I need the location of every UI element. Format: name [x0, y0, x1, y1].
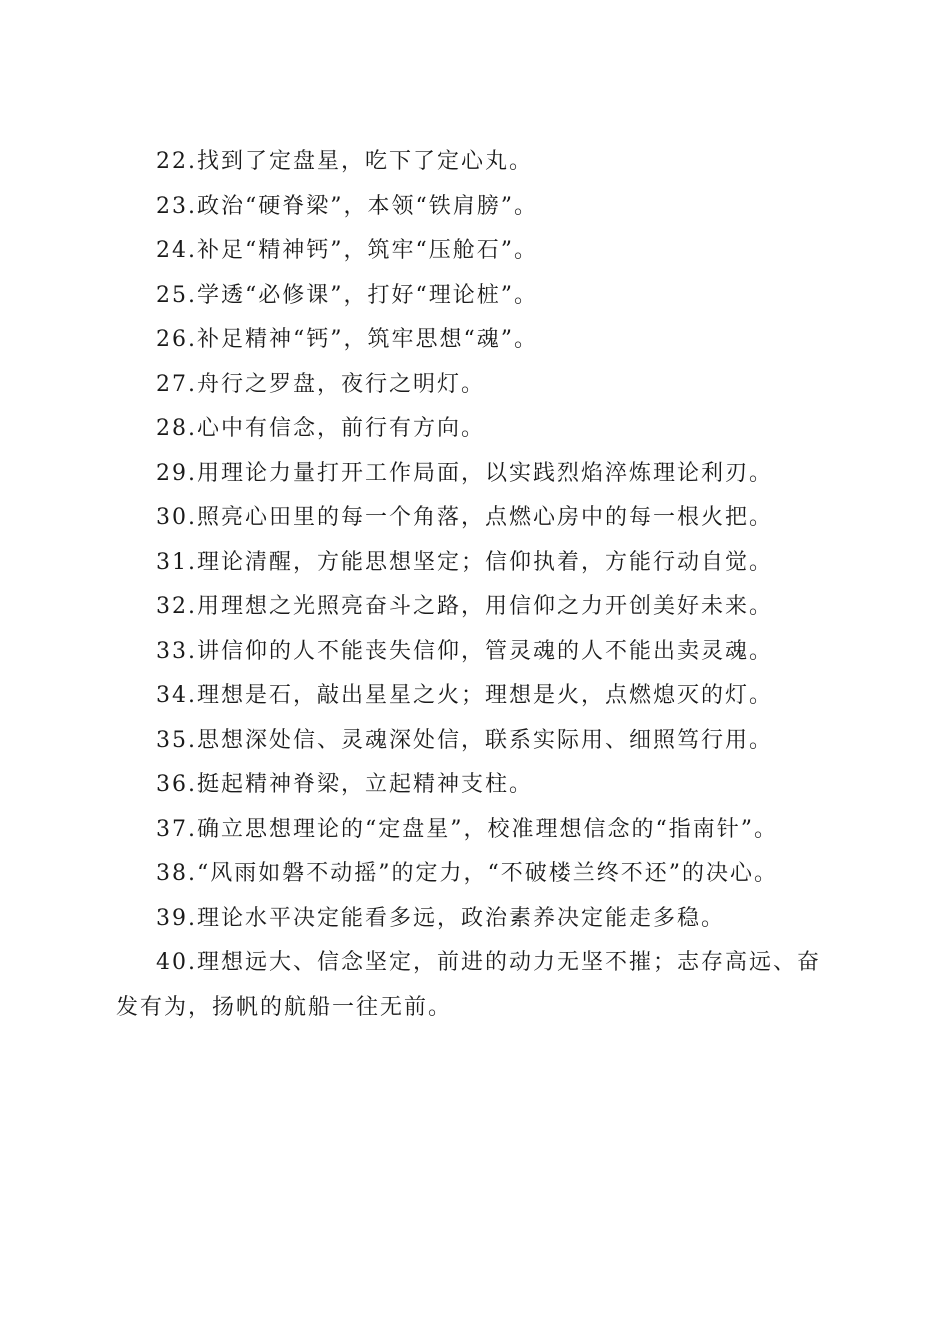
list-item: 40.理想远大、信念坚定，前进的动力无坚不摧；志存高远、奋发有为，扬帆的航船一往无前。 — [116, 950, 821, 1020]
list-item: 38.“风雨如磐不动摇”的定力，“不破楼兰终不还”的决心。 — [156, 861, 778, 886]
list-item: 24.补足“精神钙”，筑牢“压舱石”。 — [156, 238, 538, 263]
list-item: 36.挺起精神脊梁，立起精神支柱。 — [156, 772, 533, 797]
list-item: 23.政治“硬脊梁”，本领“铁肩膀”。 — [156, 193, 538, 219]
list-item: 29.用理论力量打开工作局面，以实践烈焰淬炼理论利刃。 — [156, 460, 773, 486]
list-item: 35.思想深处信、灵魂深处信，联系实际用、细照笃行用。 — [156, 727, 773, 753]
list-item: 27.舟行之罗盘，夜行之明灯。 — [156, 371, 485, 397]
list-item: 37.确立思想理论的“定盘星”，校准理想信念的“指南针”。 — [156, 816, 778, 842]
list-item: 26.补足精神“钙”，筑牢思想“魂”。 — [156, 327, 538, 352]
list-item: 33.讲信仰的人不能丧失信仰，管灵魂的人不能出卖灵魂。 — [156, 638, 773, 664]
document-body — [116, 140, 828, 1030]
list-item: 22.找到了定盘星，吃下了定心丸。 — [156, 149, 533, 174]
list-item: 39.理论水平决定能看多远，政治素养决定能走多稳。 — [156, 905, 725, 931]
list-item: 31.理论清醒，方能思想坚定；信仰执着，方能行动自觉。 — [156, 549, 773, 575]
list-item: 25.学透“必修课”，打好“理论桩”。 — [156, 282, 538, 308]
list-item: 32.用理想之光照亮奋斗之路，用信仰之力开创美好未来。 — [156, 594, 773, 619]
list-item: 34.理想是石，敲出星星之火；理想是火，点燃熄灭的灯。 — [156, 683, 773, 708]
list-item: 28.心中有信念，前行有方向。 — [156, 416, 485, 441]
list-item: 30.照亮心田里的每一个角落，点燃心房中的每一根火把。 — [156, 505, 773, 530]
